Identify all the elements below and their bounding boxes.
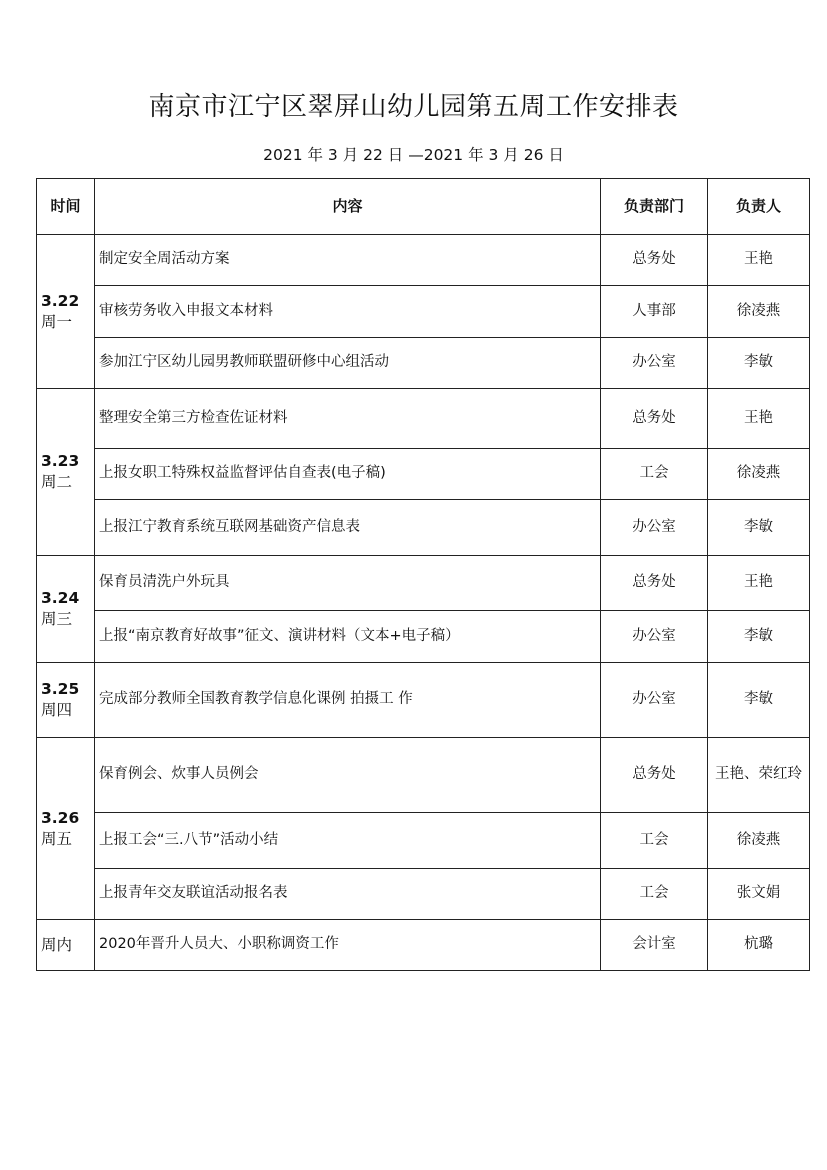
task-person: 李敏 xyxy=(708,338,810,389)
task-person: 李敏 xyxy=(708,663,810,738)
table-row xyxy=(37,738,810,813)
day-weekday: 周一 xyxy=(41,312,73,331)
day-weekday: 周四 xyxy=(41,701,73,719)
table-row xyxy=(37,500,810,556)
header-department: 负责部门 xyxy=(601,179,708,235)
day-weekday: 周五 xyxy=(41,829,73,848)
day-weekday: 周三 xyxy=(41,610,73,628)
day-weekday: 周二 xyxy=(41,473,73,491)
date-range: 2021 年 3 月 22 日 —2021 年 3 月 26 日 xyxy=(263,146,564,164)
table-row xyxy=(37,920,810,971)
header-content: 内容 xyxy=(95,179,601,235)
task-person: 徐凌燕 xyxy=(708,286,810,338)
task-person: 徐凌燕 xyxy=(708,449,810,500)
task-content: 上报青年交友联谊活动报名表 xyxy=(95,869,601,920)
header-time: 时间 xyxy=(37,179,95,235)
task-department: 工会 xyxy=(601,449,708,500)
task-department: 办公室 xyxy=(601,611,708,663)
table-row xyxy=(37,286,810,338)
task-content: 审核劳务收入申报文本材料 xyxy=(95,286,601,338)
page-title: 南京市江宁区翠屏山幼儿园第五周工作安排表 xyxy=(148,92,679,122)
task-department: 总务处 xyxy=(601,738,708,813)
task-department: 总务处 xyxy=(601,235,708,286)
day-date: 3.25 xyxy=(41,680,80,699)
task-person: 徐凌燕 xyxy=(708,813,810,869)
day-cell xyxy=(37,663,95,738)
task-content: 制定安全周活动方案 xyxy=(95,235,601,286)
task-person: 王艳 xyxy=(708,235,810,286)
header-row xyxy=(37,179,810,235)
day-weekday: 周内 xyxy=(41,935,73,954)
task-person: 王艳 xyxy=(708,389,810,449)
task-content: 保育员清洗户外玩具 xyxy=(95,556,601,611)
table-row xyxy=(37,611,810,663)
table-row xyxy=(37,235,810,286)
task-department: 办公室 xyxy=(601,500,708,556)
table-row xyxy=(37,813,810,869)
task-person: 杭璐 xyxy=(708,920,810,971)
header-person: 负责人 xyxy=(708,179,810,235)
task-content: 上报江宁教育系统互联网基础资产信息表 xyxy=(95,500,601,556)
task-department: 办公室 xyxy=(601,338,708,389)
task-department: 总务处 xyxy=(601,389,708,449)
day-date: 3.22 xyxy=(41,291,80,310)
schedule-table xyxy=(36,178,810,971)
table-row xyxy=(37,663,810,738)
task-department: 工会 xyxy=(601,869,708,920)
table-row xyxy=(37,449,810,500)
task-person: 李敏 xyxy=(708,500,810,556)
task-department: 会计室 xyxy=(601,920,708,971)
task-person: 王艳、荣红玲 xyxy=(708,738,810,813)
day-cell xyxy=(37,235,95,389)
task-content: 上报女职工特殊权益监督评估自查表(电子稿) xyxy=(95,449,601,500)
table-row xyxy=(37,338,810,389)
task-content: 完成部分教师全国教育教学信息化课例 拍摄工 作 xyxy=(95,663,601,738)
task-department: 人事部 xyxy=(601,286,708,338)
table-row xyxy=(37,556,810,611)
task-content: 2020年晋升人员大、小职称调资工作 xyxy=(95,920,601,971)
task-department: 总务处 xyxy=(601,556,708,611)
day-date: 3.23 xyxy=(41,452,80,471)
task-content: 上报工会“三.八节”活动小结 xyxy=(95,813,601,869)
task-content: 参加江宁区幼儿园男教师联盟研修中心组活动 xyxy=(95,338,601,389)
day-cell xyxy=(37,920,95,971)
day-date: 3.26 xyxy=(41,808,80,827)
table-row xyxy=(37,389,810,449)
day-cell xyxy=(37,556,95,663)
task-person: 王艳 xyxy=(708,556,810,611)
task-department: 办公室 xyxy=(601,663,708,738)
day-date: 3.24 xyxy=(41,589,80,608)
task-content: 整理安全第三方检查佐证材料 xyxy=(95,389,601,449)
task-department: 工会 xyxy=(601,813,708,869)
task-person: 李敏 xyxy=(708,611,810,663)
task-content: 上报“南京教育好故事”征文、演讲材料（文本+电子稿） xyxy=(95,611,601,663)
day-cell xyxy=(37,738,95,920)
task-content: 保育例会、炊事人员例会 xyxy=(95,738,601,813)
task-person: 张文娟 xyxy=(708,869,810,920)
table-row xyxy=(37,869,810,920)
day-cell xyxy=(37,389,95,556)
